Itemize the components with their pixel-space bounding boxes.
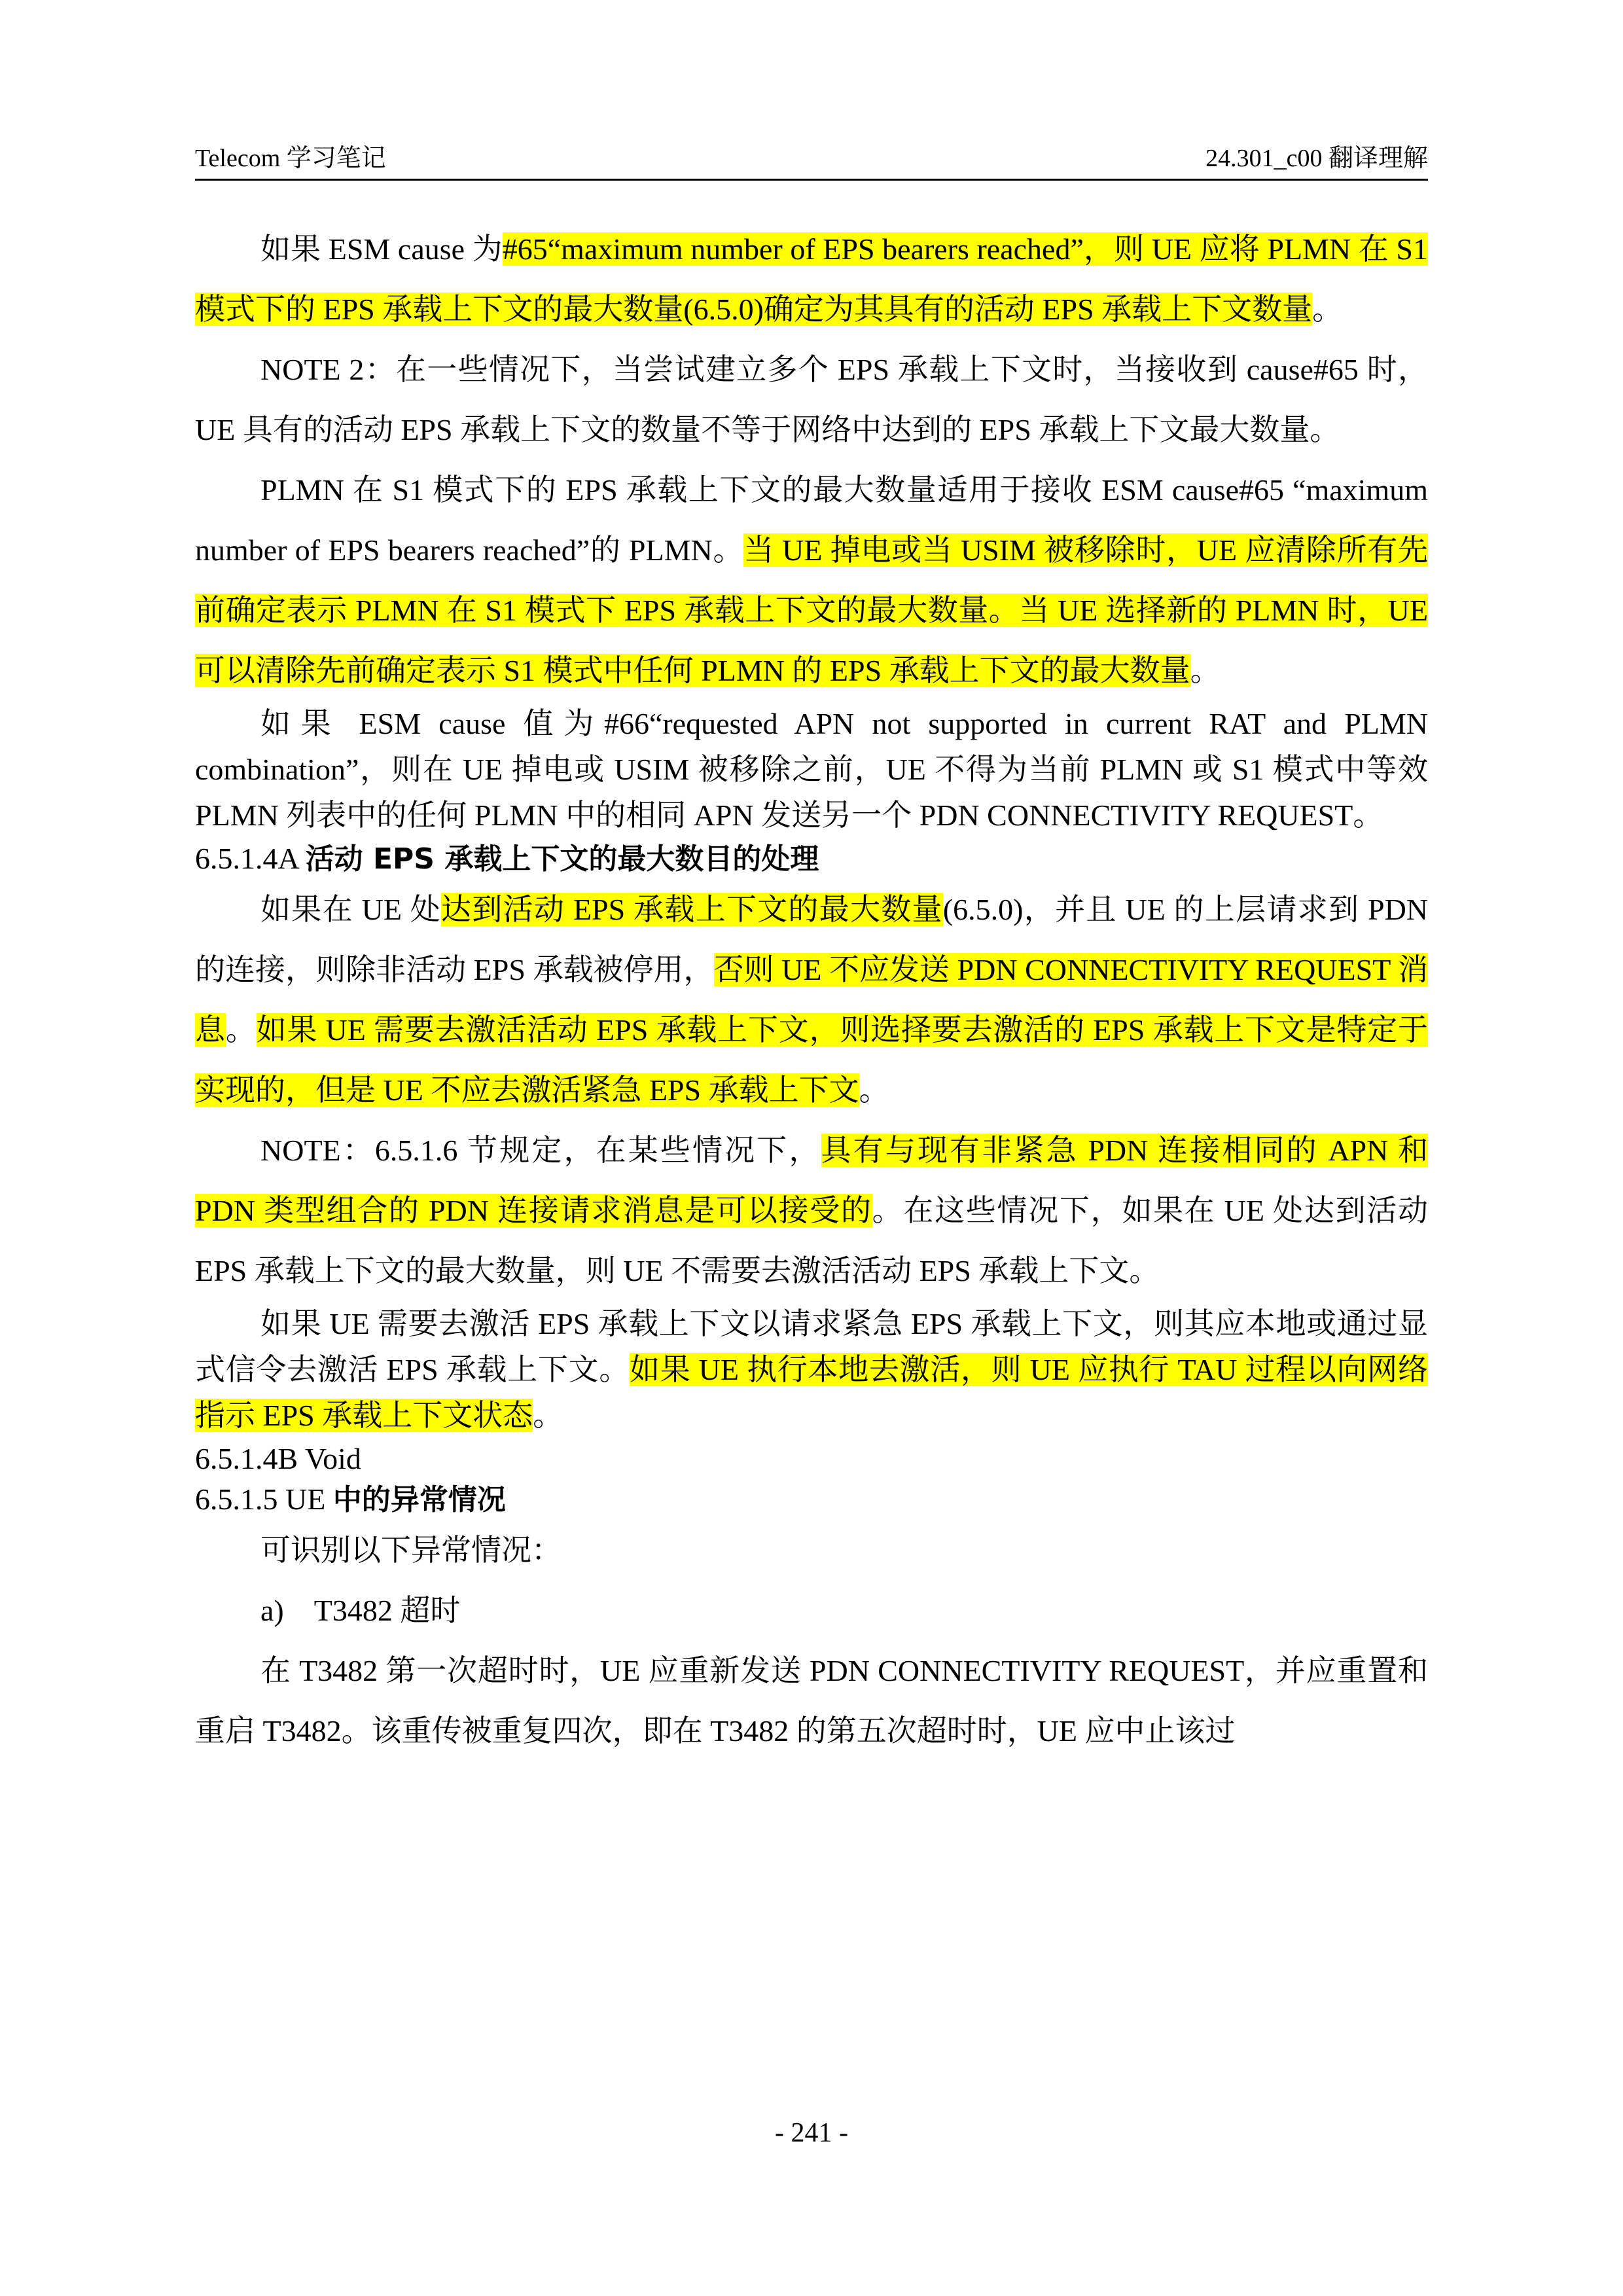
page-header [195,133,1428,181]
text-segment: 。 [1312,293,1343,326]
text-segment: (6.5.0)，并且 UE 的上层请求到 PDN 的连接，则除非活动 EPS 承载被停用， [195,893,1429,986]
highlighted-text: #65“maximum number of EPS bearers reached”，则 UE 应将 PLMN 在 S1 模式下的 EPS 承载上下文的最大数量(6.5.0)确定为其具有的活动 EPS 承载上下文数量 [195,232,1428,326]
section-heading [195,838,1428,880]
text-segment: NOTE：6.5.1.6 节规定，在某些情况下， [260,1134,821,1167]
section-heading [195,1479,1428,1520]
highlighted-text: 如果 UE 执行本地去激活，则 UE 应执行 TAU 过程以向网络指示 EPS 承载上下文状态 [195,1353,1428,1432]
paragraph [195,460,1428,701]
text-segment: 。 [225,1013,257,1047]
paragraph [195,1581,1428,1641]
text-segment: 如果 UE 需要去激活 EPS 承载上下文以请求紧急 EPS 承载上下文，则其应本地或通过显式信令去激活 EPS 承载上下文。 [195,1307,1428,1386]
text-segment: 可识别以下异常情况： [260,1534,562,1567]
document-body [195,219,1428,1761]
text-segment: 如果 ESM cause 值为#66“requested APN not supported in current RAT and PLMN combination”，则在 UE 掉电或 USIM 被移除之前，UE 不得为当前 PLMN 或 S1 模式中等效 PLMN 列表中的任何 PLMN 中的相同 APN 发送另一个 PDN CONNECTIVITY REQUEST。 [195,707,1428,832]
section-number: 6.5.1.4B Void [195,1442,361,1475]
paragraph [195,219,1428,340]
section-number: 6.5.1.4A [195,842,306,875]
text-segment: 。 [1190,654,1221,687]
text-segment: 如果 ESM cause 为 [260,232,503,266]
section-number: 6.5.1.5 UE [195,1482,333,1516]
text-segment: NOTE 2：在一些情况下，当尝试建立多个 EPS 承载上下文时，当接收到 cause#65 时，UE 具有的活动 EPS 承载上下文的数量不等于网络中达到的 EPS 承载上下文最大数量。 [195,353,1428,446]
text-segment: 。 [859,1073,889,1107]
text-segment: 在 T3482 第一次超时时，UE 应重新发送 PDN CONNECTIVITY REQUEST，并应重置和重启 T3482。该重传被重复四次，即在 T3482 的第五次超时时，UE 应中止该过 [195,1654,1428,1748]
section-title: 活动 EPS 承载上下文的最大数目的处理 [305,842,819,876]
text-segment: 。 [533,1399,563,1432]
paragraph [195,1301,1428,1439]
page-number: - 241 - [775,2118,848,2148]
highlighted-text: 否则 UE 不应发送 PDN CONNECTIVITY REQUEST 消息 [195,953,1428,1047]
highlighted-text: 达到活动 EPS 承载上下文的最大数量 [441,893,943,926]
paragraph [195,340,1428,460]
paragraph [195,1641,1428,1761]
header-right-title: 24.301_c00 翻译理解 [1205,145,1428,172]
header-left-title: Telecom 学习笔记 [195,145,386,172]
paragraph [195,701,1428,838]
highlighted-text: 当 UE 掉电或当 USIM 被移除时，UE 应清除所有先前确定表示 PLMN 在 S1 模式下 EPS 承载上下文的最大数量。当 UE 选择新的 PLMN 时，UE 可以清除先前确定表示 S1 模式中任何 PLMN 的 EPS 承载上下文的最大数量 [195,533,1428,687]
text-segment: a) T3482 超时 [260,1594,461,1627]
text-segment: 。在这些情况下，如果在 UE 处达到活动 EPS 承载上下文的最大数量，则 UE 不需要去激活活动 EPS 承载上下文。 [195,1194,1428,1287]
text-segment: PLMN 在 S1 模式下的 EPS 承载上下文的最大数量适用于接收 ESM cause#65 “maximum number of EPS bearers reached”的 PLMN。 [195,473,1428,567]
text-segment: 如果在 UE 处 [260,893,442,926]
section-heading [195,1439,1428,1479]
highlighted-text: 如果 UE 需要去激活活动 EPS 承载上下文，则选择要去激活的 EPS 承载上下文是特定于实现的，但是 UE 不应去激活紧急 EPS 承载上下文 [195,1013,1429,1107]
paragraph [195,880,1428,1121]
paragraph [195,1121,1428,1301]
section-title: 中的异常情况 [332,1483,506,1516]
highlighted-text: 具有与现有非紧急 PDN 连接相同的 APN 和 PDN 类型组合的 PDN 连接请求消息是可以接受的 [195,1134,1429,1227]
paragraph [195,1520,1428,1581]
